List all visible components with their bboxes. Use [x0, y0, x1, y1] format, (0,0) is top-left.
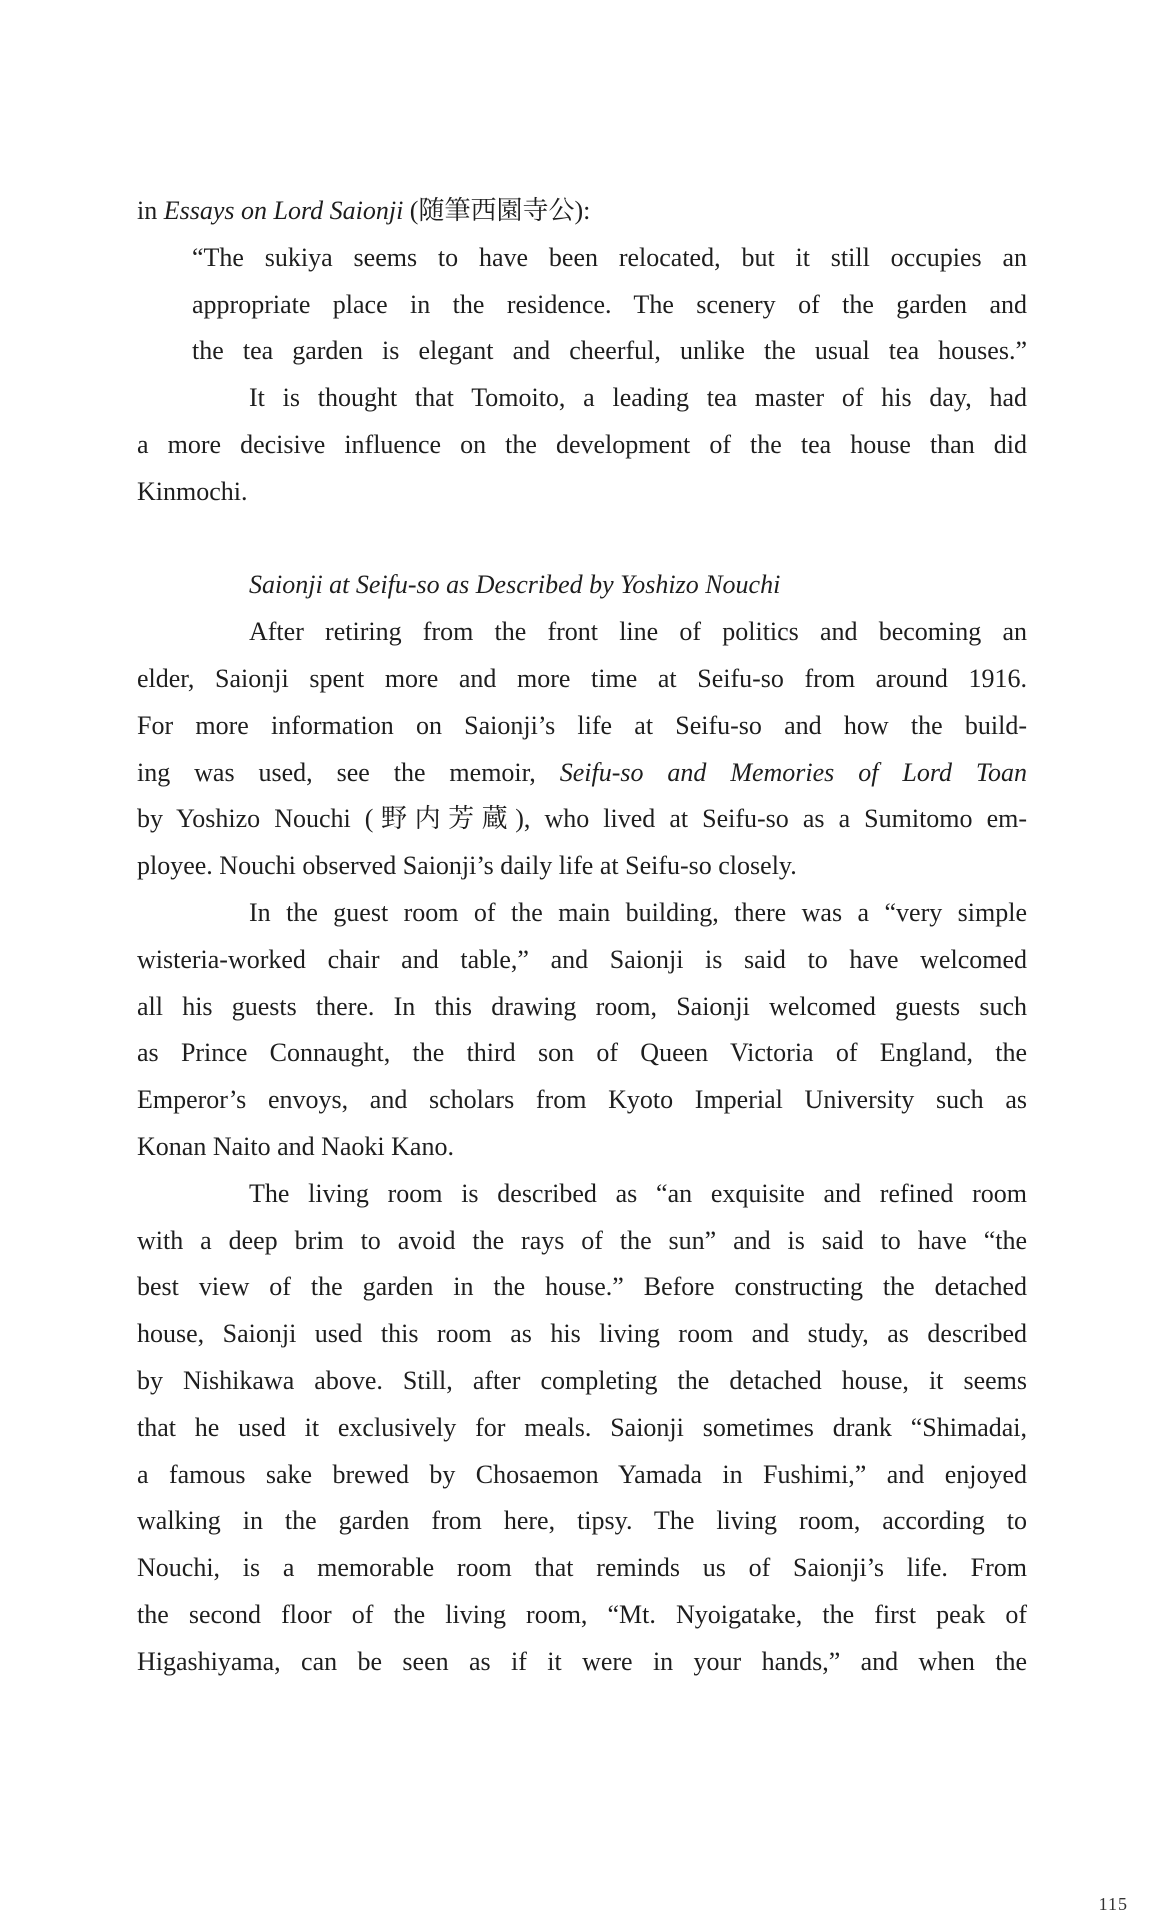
quote-line: “The sukiya seems to have been relocated, but it still occupies an [192, 242, 1027, 272]
paragraph-line: best view of the garden in the house.” Before constructing the detached [137, 1272, 1027, 1302]
paragraph-line: with a deep brim to avoid the rays of the sun” and is said to have “the [137, 1225, 1027, 1255]
paragraph-line: In the guest room of the main building, there was a “very simple [249, 897, 1027, 927]
paragraph-line: by Nishikawa above. Still, after completing the detached house, it seems [137, 1365, 1027, 1395]
paragraph-line: The living room is described as “an exquisite and refined room [249, 1178, 1027, 1208]
paragraph-line: walking in the garden from here, tipsy. The living room, according to [137, 1506, 1027, 1536]
body-text [137, 188, 1027, 1686]
memoir-prefix: ing was used, see the memoir, [137, 757, 560, 787]
paragraph-line: Higashiyama, can be seen as if it were in your hands,” and when the [137, 1646, 1027, 1676]
paragraph-line: a famous sake brewed by Chosaemon Yamada in Fushimi,” and enjoyed [137, 1459, 1027, 1489]
paragraph-line: by Yoshizo Nouchi (野内芳蔵), who lived at Seifu-so as a Sumitomo em- [137, 804, 1027, 834]
paragraph-tomoito [137, 375, 1027, 515]
section-spacer [137, 516, 1027, 563]
paragraph-line: a more decisive influence on the development of the tea house than did [137, 429, 1027, 459]
book-title: Essays on Lord Saionji [163, 196, 404, 225]
paragraph-line: Konan Naito and Naoki Kano. [137, 1131, 454, 1161]
paragraph-guest-room [137, 890, 1027, 1171]
paragraph-line: all his guests there. In this drawing room, Saionji welcomed guests such [137, 991, 1027, 1021]
intro-line [137, 188, 1027, 235]
paragraph-line: elder, Saionji spent more and more time at Seifu-so from around 1916. [137, 663, 1027, 693]
paragraph-line: ployee. Nouchi observed Saionji’s daily life at Seifu-so closely. [137, 851, 797, 881]
quote-line: appropriate place in the residence. The scenery of the garden and [192, 289, 1027, 319]
paragraph-line: the second floor of the living room, “Mt. Nyoigatake, the first peak of [137, 1599, 1027, 1629]
memoir-title: Seifu-so and Memories of Lord Toan [559, 757, 1028, 787]
block-quote [137, 235, 1027, 375]
paragraph-line: For more information on Saionji’s life at Seifu-so and how the build- [137, 710, 1027, 740]
intro-suffix: (随筆西園寺公): [403, 196, 591, 225]
paragraph-line [137, 750, 1027, 797]
page-number: 115 [1098, 1894, 1128, 1914]
paragraph-line: Kinmochi. [137, 476, 248, 506]
paragraph-line: Nouchi, is a memorable room that reminds us of Saionji’s life. From [137, 1553, 1027, 1583]
intro-prefix: in [137, 196, 164, 225]
paragraph-line: house, Saionji used this room as his living room and study, as described [137, 1319, 1027, 1349]
paragraph-living-room [137, 1171, 1027, 1686]
paragraph-nouchi-memoir [137, 609, 1027, 890]
section-heading: Saionji at Seifu-so as Described by Yoshizo Nouchi [249, 570, 781, 600]
paragraph-line: wisteria-worked chair and table,” and Saionji is said to have welcomed [137, 944, 1027, 974]
paragraph-line: Emperor’s envoys, and scholars from Kyoto Imperial University such as [137, 1085, 1027, 1115]
quote-line: the tea garden is elegant and cheerful, unlike the usual tea houses.” [192, 336, 1027, 366]
paragraph-line: as Prince Connaught, the third son of Queen Victoria of England, the [137, 1038, 1027, 1068]
paragraph-line: It is thought that Tomoito, a leading tea master of his day, had [249, 383, 1027, 413]
paragraph-line: that he used it exclusively for meals. Saionji sometimes drank “Shimadai, [137, 1412, 1027, 1442]
paragraph-line: After retiring from the front line of politics and becoming an [249, 617, 1027, 647]
